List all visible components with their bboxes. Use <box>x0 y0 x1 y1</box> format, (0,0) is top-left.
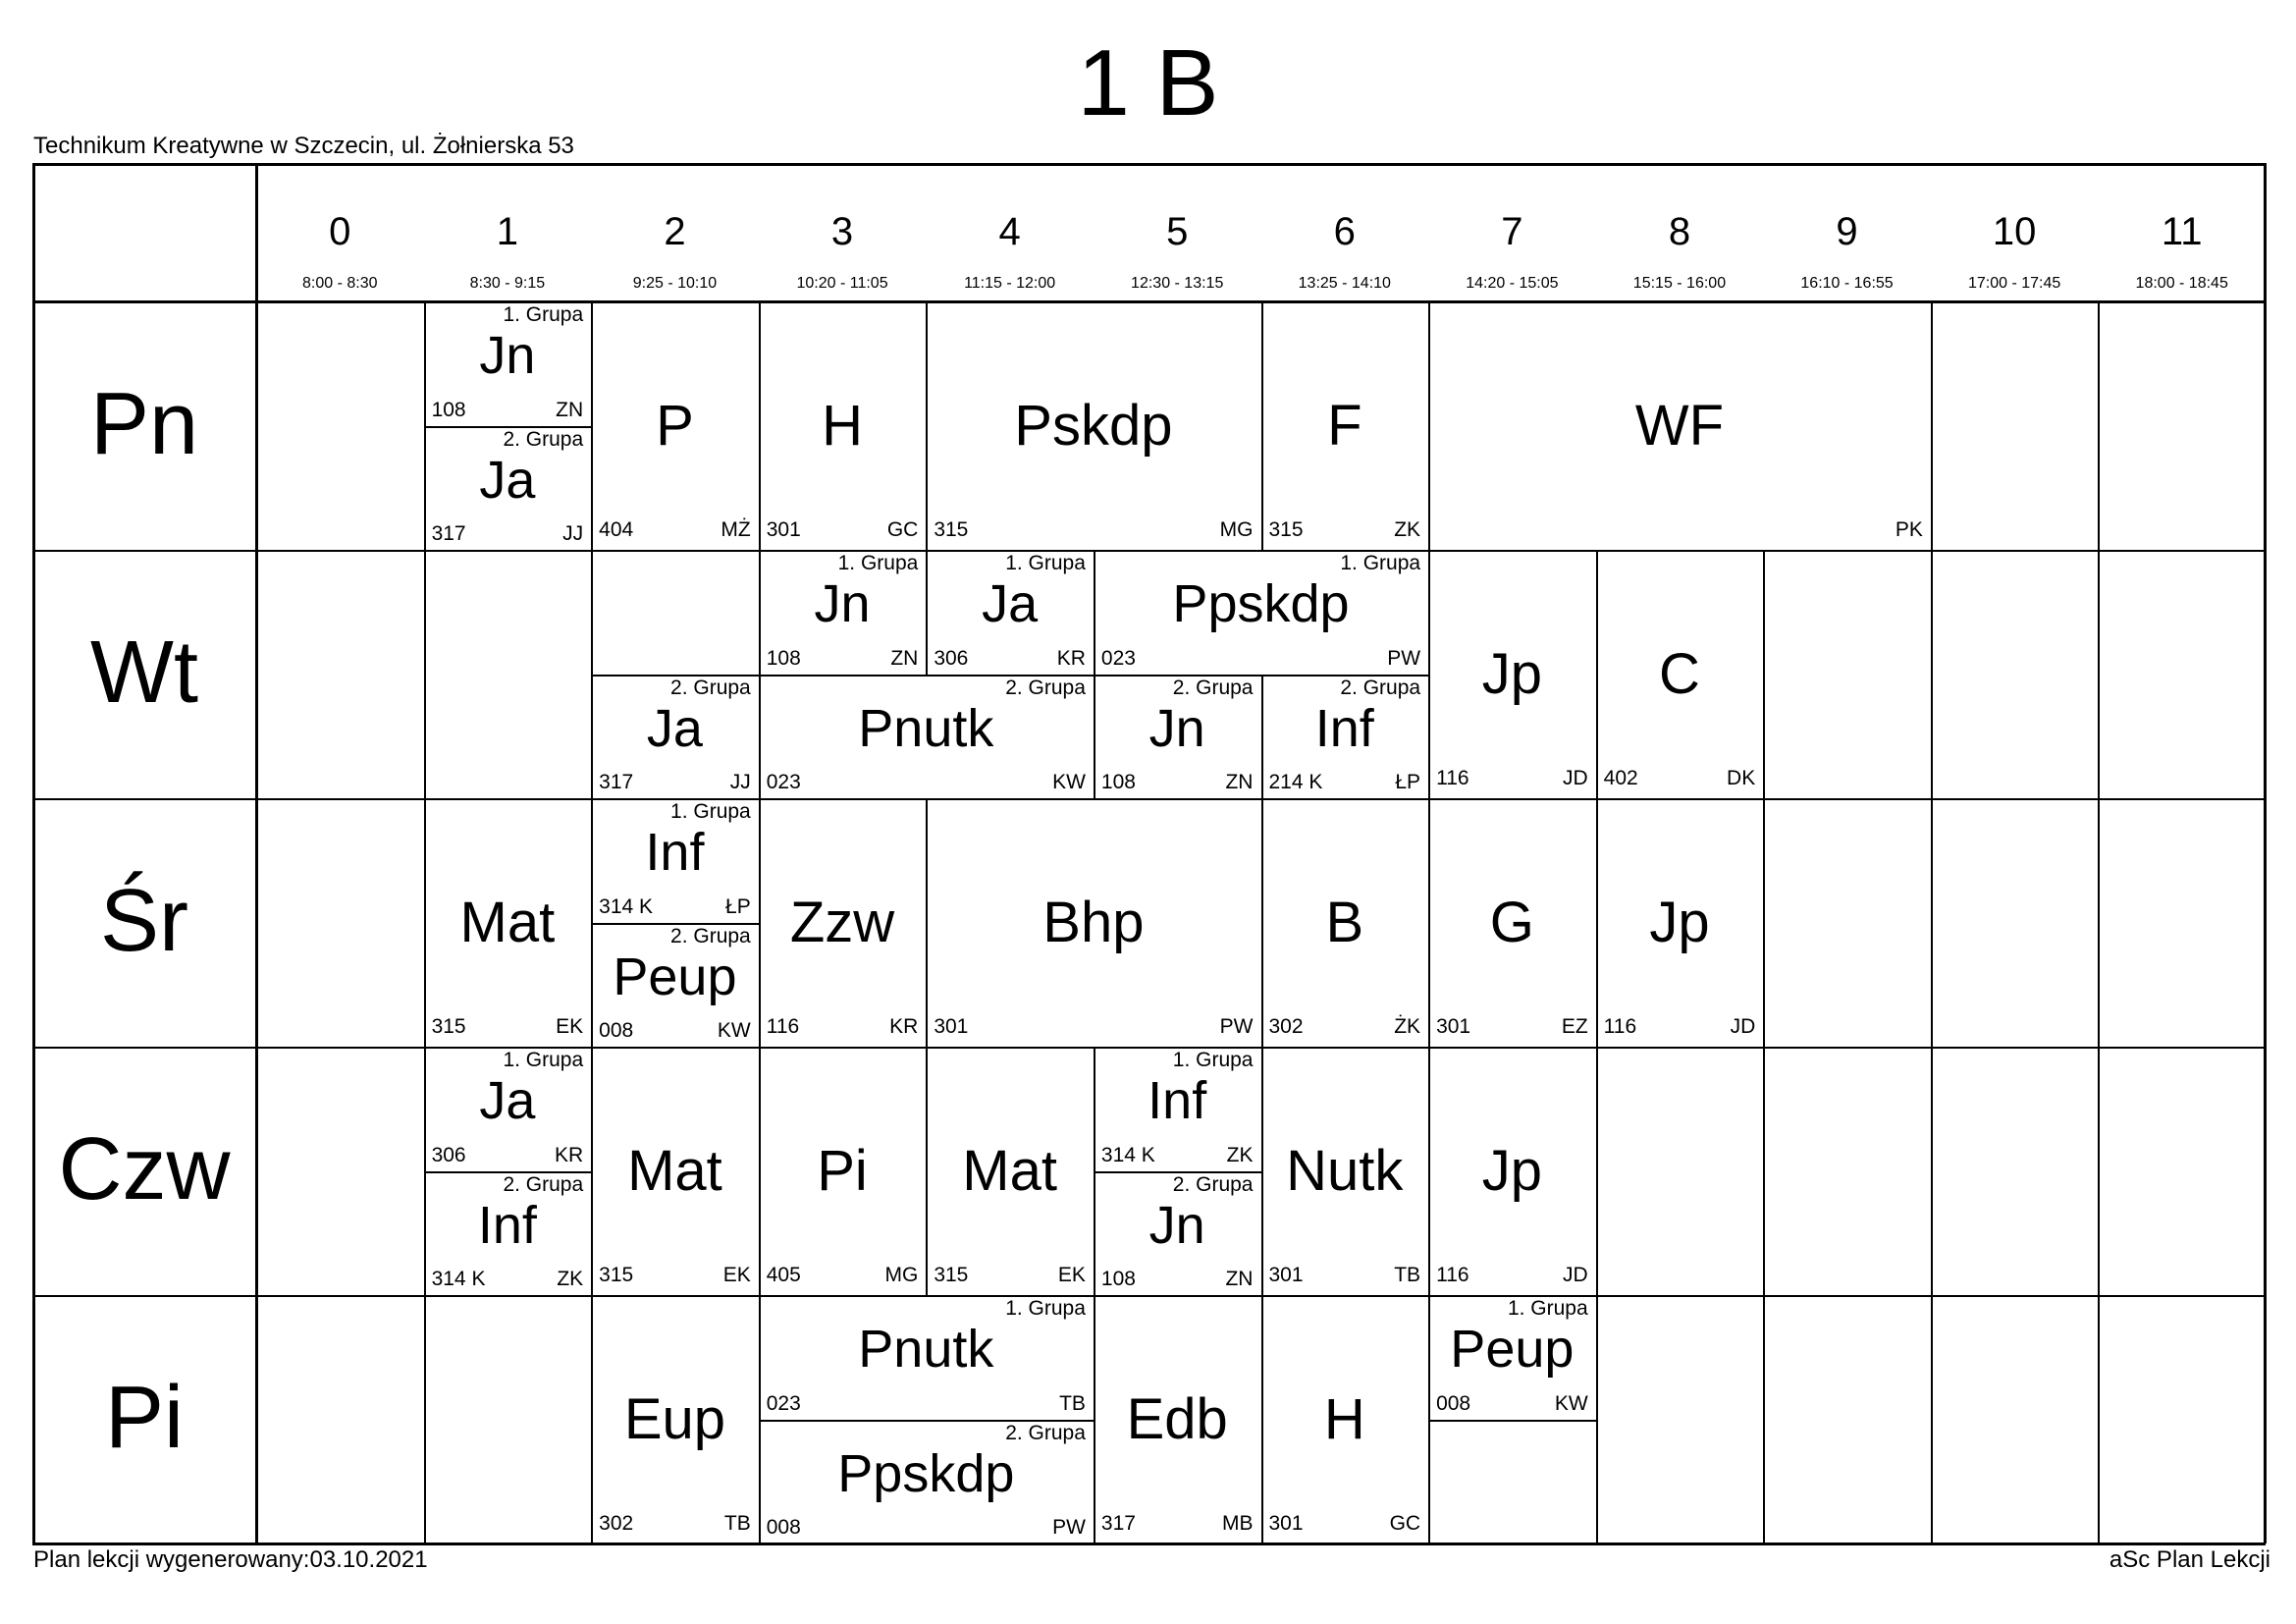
lesson-subject: Eup <box>623 1386 726 1451</box>
period-separator <box>1763 1171 1765 1296</box>
lesson-room: 315 <box>934 1264 969 1286</box>
period-separator <box>2098 1295 2100 1420</box>
lesson-teacher: ZK <box>557 1268 584 1290</box>
group-divider <box>424 1171 592 1173</box>
period-separator <box>424 1295 426 1420</box>
lesson-room: 405 <box>766 1264 801 1286</box>
lesson-subject: H <box>822 393 863 458</box>
lesson-teacher: ŁP <box>1395 771 1421 793</box>
lesson-room: 301 <box>1268 1512 1304 1535</box>
period-separator <box>2098 1047 2100 1171</box>
day-label: Śr <box>100 871 188 970</box>
lesson-subject: F <box>1327 393 1362 458</box>
period-separator <box>2098 1171 2100 1296</box>
lesson-subject: Jn <box>814 574 871 633</box>
lesson-subject: Zzw <box>789 890 895 954</box>
lesson-subject: Ppskdp <box>1172 574 1350 633</box>
lesson-teacher: TB <box>1394 1264 1421 1286</box>
lesson-teacher: JJ <box>729 771 751 793</box>
lesson-room: 116 <box>1436 1264 1469 1286</box>
lesson-subject: Pnutk <box>858 698 994 758</box>
lesson-group: 2. Grupa <box>1005 1421 1086 1444</box>
lesson-subject: Mat <box>627 1138 722 1203</box>
period-separator <box>424 550 426 675</box>
lesson-teacher: ZN <box>1225 1268 1254 1290</box>
lesson-room: 315 <box>599 1264 634 1286</box>
lesson-group: 1. Grupa <box>1005 1297 1086 1320</box>
lesson-group: 2. Grupa <box>1340 676 1421 699</box>
lesson-subject: Inf <box>1148 1071 1207 1130</box>
timetable-title: 1 B <box>1077 30 1219 135</box>
day-label: Wt <box>90 623 198 722</box>
lesson-teacher: EK <box>722 1264 751 1286</box>
lesson-subject: Inf <box>645 823 705 882</box>
period-time: 9:25 - 10:10 <box>632 275 718 292</box>
lesson-subject: Peup <box>1450 1320 1575 1379</box>
period-separator <box>1931 426 1933 551</box>
lesson-group: 2. Grupa <box>503 1172 584 1196</box>
group-divider <box>759 1420 1094 1422</box>
period-separator <box>1931 675 1933 799</box>
lesson-room: 317 <box>1100 1512 1136 1535</box>
group-divider <box>1094 675 1261 677</box>
period-separator <box>591 550 593 675</box>
period-separator <box>2098 1420 2100 1544</box>
period-number: 2 <box>664 210 686 253</box>
period-separator <box>1931 798 1933 923</box>
lesson-teacher: KW <box>717 1019 751 1042</box>
lesson-teacher: KW <box>1554 1391 1588 1415</box>
lesson-teacher: MB <box>1221 1512 1254 1535</box>
lesson-subject: B <box>1325 890 1364 954</box>
lesson-teacher: JD <box>1562 767 1588 789</box>
day-label: Czw <box>58 1119 231 1218</box>
period-number: 8 <box>1668 210 1691 253</box>
lesson-subject: Pnutk <box>858 1320 994 1379</box>
lesson-subject: Ja <box>479 1071 536 1130</box>
period-time: 16:10 - 16:55 <box>1800 275 1894 292</box>
group-divider <box>591 675 759 677</box>
lesson-subject: Ppskdp <box>837 1443 1015 1503</box>
period-separator <box>1931 550 1933 675</box>
lesson-group: 1. Grupa <box>837 552 919 574</box>
lesson-group: 1. Grupa <box>1507 1297 1588 1320</box>
lesson-teacher: MG <box>884 1264 919 1286</box>
lesson-room: 301 <box>934 1015 969 1038</box>
period-separator <box>2098 550 2100 675</box>
lesson-room: 301 <box>1436 1015 1471 1038</box>
lesson-subject: G <box>1489 890 1534 954</box>
lesson-room: 214 K <box>1268 771 1323 793</box>
period-separator <box>2098 675 2100 799</box>
lesson-teacher: PW <box>1387 646 1421 670</box>
period-number: 7 <box>1501 210 1523 253</box>
lesson-room: 315 <box>1268 518 1304 541</box>
lesson-subject: Ja <box>646 698 703 758</box>
day-label: Pi <box>104 1368 185 1467</box>
lesson-room: 008 <box>1436 1391 1471 1415</box>
period-time: 18:00 - 18:45 <box>2135 275 2228 292</box>
lesson-room: 023 <box>1100 646 1136 670</box>
lesson-group: 2. Grupa <box>503 427 584 451</box>
group-divider <box>759 675 1094 677</box>
lesson-group: 2. Grupa <box>1172 1172 1254 1196</box>
period-separator <box>1596 1295 1598 1420</box>
period-separator <box>1931 1295 1933 1420</box>
group-divider <box>1094 1171 1261 1173</box>
lesson-subject: Ja <box>479 450 536 510</box>
lesson-teacher: KR <box>1056 646 1086 670</box>
lesson-subject: Bhp <box>1042 890 1145 954</box>
lesson-room: 023 <box>766 771 801 793</box>
frame-top <box>32 163 2266 166</box>
lesson-subject: Ja <box>982 574 1039 633</box>
lesson-room: 008 <box>766 1516 801 1539</box>
lesson-group: 2. Grupa <box>1172 676 1254 699</box>
period-number: 10 <box>1992 210 2037 253</box>
period-time: 10:20 - 11:05 <box>796 275 888 292</box>
lesson-room: 108 <box>766 646 801 670</box>
lesson-room: 008 <box>599 1019 634 1042</box>
lesson-group: 2. Grupa <box>1005 676 1086 699</box>
lesson-subject: Jp <box>1649 890 1710 954</box>
period-separator <box>2098 426 2100 551</box>
lesson-teacher: PK <box>1895 518 1923 541</box>
period-time: 8:00 - 8:30 <box>302 275 378 292</box>
lesson-teacher: ŻK <box>1394 1015 1421 1038</box>
lesson-room: 116 <box>1603 1015 1637 1038</box>
lesson-subject: Jp <box>1481 641 1542 706</box>
lesson-subject: Inf <box>477 1195 537 1255</box>
period-time: 11:15 - 12:00 <box>964 275 1056 292</box>
lesson-group: 1. Grupa <box>503 303 584 326</box>
group-divider <box>1428 1420 1596 1422</box>
period-separator <box>2098 301 2100 426</box>
school-name: Technikum Kreatywne w Szczecin, ul. Żołnierska 53 <box>33 133 574 159</box>
period-separator <box>1763 1420 1765 1544</box>
lesson-room: 302 <box>599 1512 634 1535</box>
lesson-subject: Edb <box>1126 1386 1228 1451</box>
lesson-room: 301 <box>766 518 801 541</box>
lesson-teacher: GC <box>1389 1512 1421 1535</box>
lesson-subject: Mat <box>962 1138 1057 1203</box>
lesson-subject: Jn <box>1148 698 1205 758</box>
lesson-subject: Inf <box>1314 698 1374 758</box>
period-time: 12:30 - 13:15 <box>1131 275 1224 292</box>
period-separator <box>424 1420 426 1544</box>
lesson-room: 314 K <box>599 894 654 918</box>
period-separator <box>1596 1171 1598 1296</box>
lesson-room: 116 <box>766 1015 800 1038</box>
lesson-subject: H <box>1323 1386 1365 1451</box>
lesson-teacher: MG <box>1219 518 1254 541</box>
lesson-teacher: JJ <box>562 522 584 545</box>
lesson-subject: Jp <box>1481 1138 1542 1203</box>
lesson-teacher: MŻ <box>721 518 751 541</box>
lesson-room: 317 <box>431 522 466 545</box>
lesson-room <box>1436 518 1687 542</box>
lesson-teacher: KR <box>889 1015 919 1038</box>
lesson-room: 315 <box>934 518 969 541</box>
lesson-teacher: EK <box>556 1015 584 1038</box>
lesson-teacher: TB <box>1059 1391 1086 1415</box>
lesson-room: 108 <box>1100 1268 1136 1290</box>
period-separator <box>1931 1047 1933 1171</box>
lesson-teacher: KW <box>1052 771 1086 793</box>
lesson-group: 1. Grupa <box>1340 552 1421 574</box>
lesson-teacher: JD <box>1562 1264 1588 1286</box>
lesson-subject: P <box>656 393 694 458</box>
period-separator <box>1763 1047 1765 1171</box>
lesson-room: 402 <box>1603 767 1638 789</box>
period-number: 9 <box>1836 210 1858 253</box>
lesson-group: 2. Grupa <box>670 924 751 947</box>
lesson-room: 306 <box>431 1143 466 1166</box>
period-time: 8:30 - 9:15 <box>469 275 546 292</box>
lesson-teacher: PW <box>1052 1516 1086 1539</box>
lesson-room: 116 <box>1436 767 1469 789</box>
lesson-subject: Mat <box>459 890 556 954</box>
lesson-subject: WF <box>1634 393 1725 458</box>
lesson-teacher: JD <box>1730 1015 1756 1038</box>
lesson-room: 108 <box>431 398 466 421</box>
period-separator <box>2098 798 2100 923</box>
day-label: Pn <box>89 374 199 473</box>
period-number: 0 <box>329 210 351 253</box>
period-number: 1 <box>496 210 518 253</box>
period-time: 14:20 - 15:05 <box>1466 275 1559 292</box>
period-separator <box>1763 1295 1765 1420</box>
lesson-teacher: DK <box>1727 767 1756 789</box>
group-divider <box>591 923 759 925</box>
lesson-teacher: PW <box>1219 1015 1254 1038</box>
lesson-teacher: ZN <box>556 398 584 421</box>
lesson-teacher: GC <box>886 518 919 541</box>
lesson-teacher: ZK <box>1394 518 1421 541</box>
group-divider <box>1261 675 1429 677</box>
lesson-teacher: ZN <box>1225 771 1254 793</box>
period-number: 6 <box>1333 210 1356 253</box>
lesson-room: 302 <box>1268 1015 1304 1038</box>
lesson-group: 2. Grupa <box>670 676 751 699</box>
period-time: 17:00 - 17:45 <box>1967 275 2061 292</box>
period-separator <box>1931 1420 1933 1544</box>
lesson-room: 404 <box>599 518 634 541</box>
lesson-teacher: EZ <box>1561 1015 1588 1038</box>
lesson-teacher: ZK <box>1226 1143 1254 1166</box>
lesson-room: 301 <box>1268 1264 1304 1286</box>
lesson-teacher: ŁP <box>725 894 751 918</box>
lesson-group: 1. Grupa <box>1172 1049 1254 1071</box>
period-time: 13:25 - 14:10 <box>1298 275 1391 292</box>
period-separator <box>424 675 426 799</box>
day-column-separator <box>255 163 258 1543</box>
lesson-room: 314 K <box>1100 1143 1155 1166</box>
lesson-subject: Jn <box>479 326 536 385</box>
period-separator <box>1931 301 1933 426</box>
lesson-subject: Peup <box>613 947 737 1006</box>
lesson-room: 314 K <box>431 1268 486 1290</box>
period-number: 3 <box>830 210 854 253</box>
group-divider <box>424 426 592 428</box>
period-separator <box>1596 1047 1598 1171</box>
lesson-teacher: TB <box>723 1512 751 1535</box>
period-number: 11 <box>2161 210 2203 253</box>
lesson-group: 1. Grupa <box>503 1049 584 1071</box>
lesson-subject: Pskdp <box>1014 393 1173 458</box>
period-number: 5 <box>1166 210 1189 253</box>
lesson-subject: Jn <box>1148 1195 1205 1255</box>
period-separator <box>1428 1420 1430 1544</box>
period-separator <box>1931 1171 1933 1296</box>
period-separator <box>1931 923 1933 1048</box>
lesson-teacher: ZN <box>890 646 919 670</box>
lesson-room: 306 <box>934 646 969 670</box>
app-name: aSc Plan Lekcji <box>2109 1546 2270 1573</box>
lesson-room: 315 <box>431 1015 466 1038</box>
lesson-room: 108 <box>1100 771 1136 793</box>
lesson-room: 317 <box>599 771 634 793</box>
lesson-teacher: EK <box>1057 1264 1086 1286</box>
frame-right <box>2264 163 2267 1543</box>
generated-date: Plan lekcji wygenerowany:03.10.2021 <box>33 1546 428 1573</box>
lesson-group: 1. Grupa <box>1005 552 1086 574</box>
lesson-subject: C <box>1659 641 1700 706</box>
lesson-subject: Nutk <box>1286 1138 1404 1203</box>
lesson-subject: Pi <box>817 1138 868 1203</box>
lesson-group: 1. Grupa <box>670 800 751 823</box>
period-separator <box>1596 1420 1598 1544</box>
lesson-room: 023 <box>766 1391 801 1415</box>
period-separator <box>2098 923 2100 1048</box>
period-number: 4 <box>998 210 1021 253</box>
period-time: 15:15 - 16:00 <box>1632 275 1727 292</box>
frame-left <box>32 163 35 1543</box>
lesson-teacher: KR <box>554 1143 584 1166</box>
